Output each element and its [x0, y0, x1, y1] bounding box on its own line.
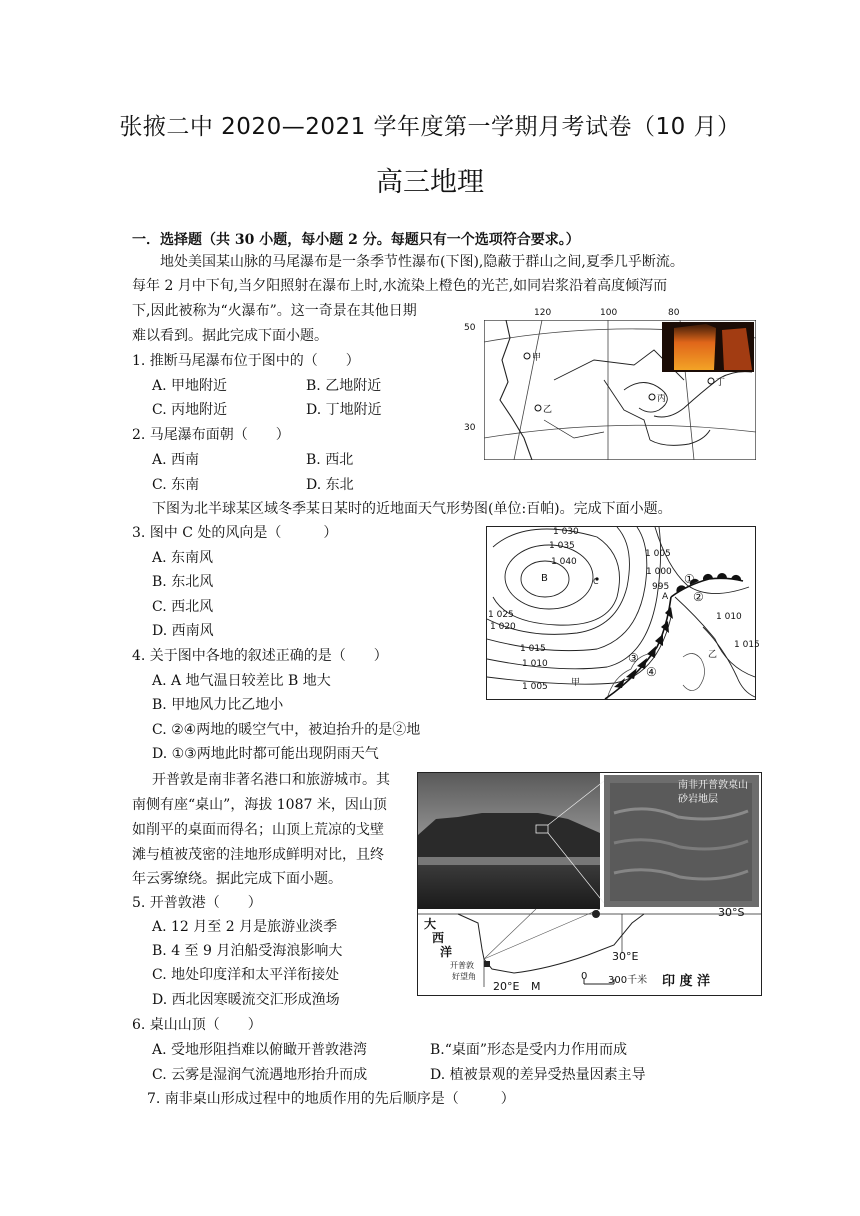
isobar-label: 995 — [652, 582, 670, 592]
option[interactable]: B. 4 至 9 月泊船受海浪影响大 — [152, 943, 343, 959]
passage1-line: 难以看到。据此完成下面小题。 — [132, 328, 328, 344]
isobar-label: 1 015 — [520, 644, 546, 654]
option[interactable]: B.“桌面”形态是受内力作用而成 — [430, 1042, 628, 1058]
svg-text:乙: 乙 — [543, 405, 553, 415]
point-m-label: M — [531, 980, 541, 993]
question-6-stem: 6. 桌山山顶（ ） — [132, 1017, 262, 1033]
passage3-line: 南侧有座“桌山”，海拔 1087 米，因山顶 — [132, 797, 387, 813]
isobar-label: 1 020 — [490, 622, 516, 632]
isobar-label: 1 025 — [488, 610, 514, 620]
passage2: 下图为北半球某区域冬季某日某时的近地面天气形势图(单位:百帕)。完成下面小题。 — [152, 501, 672, 517]
question-1-stem: 1. 推断马尾瀑布位于图中的（ ） — [132, 353, 360, 369]
option[interactable]: D. 丁地附近 — [306, 402, 382, 418]
isobar-label: 1 040 — [551, 557, 577, 567]
question-4-stem: 4. 关于图中各地的叙述正确的是（ ） — [132, 648, 388, 664]
place-jia-label: 甲 — [571, 678, 581, 688]
passage3-line: 滩与植被茂密的洼地形成鲜明对比，且终 — [132, 847, 384, 863]
option[interactable]: B. 东北风 — [152, 574, 214, 590]
isobar-label: 1 010 — [716, 612, 742, 622]
option[interactable]: A. 西南 — [152, 452, 200, 468]
lat-label: 30 — [464, 423, 476, 433]
marker-2-label: ② — [693, 590, 704, 604]
atlantic-label: 大 — [424, 917, 437, 931]
place-yi-label: 乙 — [708, 650, 718, 660]
marker-4-label: ④ — [646, 665, 657, 679]
subject-title: 高三地理 — [376, 167, 484, 198]
scale-label: 0 — [581, 971, 588, 982]
question-3-stem: 3. 图中 C 处的风向是（ ） — [132, 525, 338, 541]
svg-text:甲: 甲 — [532, 353, 542, 363]
atlantic-label: 洋 — [440, 945, 453, 959]
city-label: 开普敦 — [450, 961, 474, 970]
option[interactable]: A. 受地形阻挡难以俯瞰开普敦港湾 — [152, 1042, 368, 1058]
option[interactable]: D. 西南风 — [152, 623, 214, 639]
svg-text:丙: 丙 — [657, 394, 667, 404]
passage1-line: 每年 2 月中下旬,当夕阳照射在瀑布上时,水流染上橙色的光芒,如同岩浆沿着高度倾泻而 — [132, 278, 668, 294]
lon-label: 30°E — [612, 950, 639, 963]
atlantic-label: 西 — [432, 931, 445, 945]
point-c-label: C — [593, 577, 599, 586]
question-2-stem: 2. 马尾瀑布面朝（ ） — [132, 427, 290, 443]
high-b-label: B — [541, 573, 548, 584]
isobar-label: 1 005 — [522, 682, 548, 692]
option[interactable]: B. 西北 — [306, 452, 354, 468]
city-label: 好望角 — [452, 972, 476, 981]
scale-label: 300千米 — [608, 975, 648, 986]
point-a-label: A — [662, 592, 669, 602]
option[interactable]: D. ①③两地此时都可能出现阴雨天气 — [152, 746, 379, 762]
option[interactable]: A. A 地气温日较差比 B 地大 — [152, 673, 331, 689]
lon-label: 80 — [668, 308, 680, 318]
marker-3-label: ③ — [628, 651, 639, 665]
isobar-label: 1 010 — [522, 659, 548, 669]
section-heading: 一．选择题（共 30 小题，每小题 2 分。每题只有一个选项符合要求。） — [132, 232, 580, 248]
passage1-line: 地处美国某山脉的马尾瀑布是一条季节性瀑布(下图),隐蔽于群山之间,夏季几乎断流。 — [160, 254, 684, 270]
lat-label: 50 — [464, 323, 476, 333]
indian-ocean-label: 印 度 洋 — [662, 974, 711, 989]
exam-title: 张掖二中 2020—2021 学年度第一学期月考试卷（10 月） — [119, 114, 741, 140]
option[interactable]: C. 丙地附近 — [152, 402, 228, 418]
isobar-label: 1 015 — [734, 640, 760, 650]
question-7-stem: 7. 南非桌山形成过程中的地质作用的先后顺序是（ ） — [147, 1091, 515, 1107]
option[interactable]: C. 地处印度洋和太平洋衔接处 — [152, 967, 340, 983]
option[interactable]: C. 云雾是湿润气流遇地形抬升而成 — [152, 1067, 368, 1083]
option[interactable]: D. 西北因寒暖流交汇形成渔场 — [152, 992, 340, 1008]
marker-1-label: ① — [684, 572, 695, 586]
question-5-stem: 5. 开普敦港（ ） — [132, 895, 262, 911]
option[interactable]: C. 东南 — [152, 477, 200, 493]
passage3-line: 年云雾缭绕。据此完成下面小题。 — [132, 871, 342, 887]
option[interactable]: A. 甲地附近 — [152, 378, 228, 394]
inset-label: 南非开普敦桌山 — [678, 780, 748, 791]
option[interactable]: B. 甲地风力比乙地小 — [152, 697, 284, 713]
option[interactable]: C. ②④两地的暖空气中，被迫抬升的是②地 — [152, 722, 421, 738]
passage1-line: 下,因此被称为“火瀑布”。这一奇景在其他日期 — [132, 303, 417, 319]
option[interactable]: A. 12 月至 2 月是旅游业淡季 — [152, 919, 338, 935]
isobar-label: 1 035 — [549, 541, 575, 551]
option[interactable]: A. 东南风 — [152, 550, 214, 566]
isobar-label: 1 005 — [645, 549, 671, 559]
passage3-line: 如削平的桌面而得名；山顶上荒凉的戈壁 — [132, 822, 384, 838]
lat-label: 30°S — [718, 906, 745, 919]
inset-label: 砂岩地层 — [678, 794, 718, 805]
lon-label: 20°E — [493, 980, 520, 993]
lon-label: 100 — [600, 308, 618, 318]
svg-text:丁: 丁 — [716, 378, 726, 388]
isobar-label: 1 030 — [553, 527, 579, 537]
option[interactable]: B. 乙地附近 — [306, 378, 382, 394]
isobar-label: 1 000 — [646, 567, 672, 577]
option[interactable]: C. 西北风 — [152, 599, 214, 615]
option[interactable]: D. 东北 — [306, 477, 354, 493]
north-america-map — [484, 320, 756, 460]
passage3-line: 开普敦是南非著名港口和旅游城市。其 — [152, 772, 390, 788]
option[interactable]: D. 植被景观的差异受热量因素主导 — [430, 1067, 646, 1083]
lon-label: 120 — [534, 308, 552, 318]
